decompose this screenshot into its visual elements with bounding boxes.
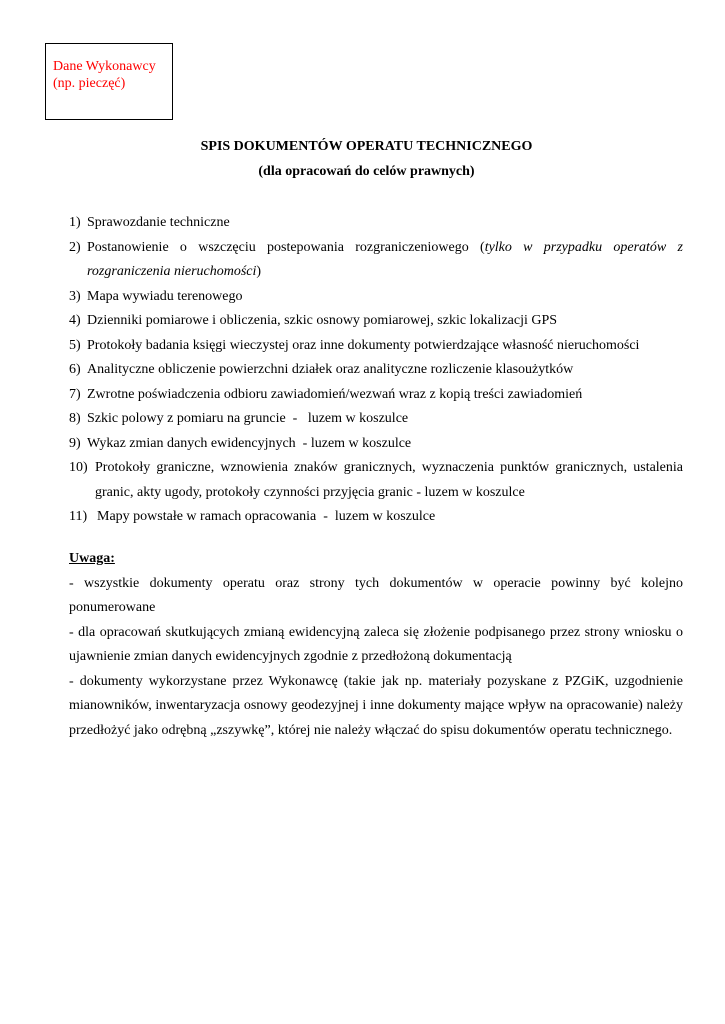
- list-item-number: 8): [69, 411, 81, 426]
- list-item-text: Mapy powstałe w ramach opracowania - luzem w koszulce: [97, 509, 436, 524]
- list-item-text: [87, 236, 683, 285]
- list-item-text: Dzienniki pomiarowe i obliczenia, szkic osnowy pomiarowej, szkic lokalizacji GPS: [87, 313, 558, 328]
- note-paragraph: - dokumenty wykorzystane przez Wykonawcę (takie jak np. materiały pozyskane z PZGiK, uzgodnienie mianowników, inwentaryzacja osnowy geodezyjnej i inne dokumenty mające wpływ na opracowanie) należy przedłożyć jako odrębną „zszywkę”, której nie należy włączać do spisu dokumentów operatu technicznego.: [69, 673, 683, 738]
- list-item: [69, 456, 683, 505]
- document-list: [69, 211, 683, 530]
- note-paragraph: - dla opracowań skutkujących zmianą ewidencyjną zaleca się złożenie podpisanego przez strony wniosku o ujawnienie zmian danych ewidencyjnych zgodnie z przedłożoną dokumentacją: [69, 624, 683, 664]
- stamp-line-1: Dane Wykonawcy: [53, 59, 156, 74]
- notes-heading: Uwaga:: [69, 551, 115, 566]
- list-item-text: Szkic polowy z pomiaru na gruncie - luzem w koszulce: [87, 411, 409, 426]
- document-subtitle: (dla opracowań do celów prawnych): [258, 164, 475, 179]
- document-title: SPIS DOKUMENTÓW OPERATU TECHNICZNEGO: [200, 139, 533, 154]
- list-item: [69, 334, 683, 359]
- list-item-text: Mapa wywiadu terenowego: [87, 288, 243, 304]
- list-item: [69, 309, 683, 334]
- list-item: [69, 432, 683, 457]
- list-item: [69, 383, 683, 408]
- list-item: [69, 211, 683, 236]
- list-item-number: 7): [69, 386, 81, 402]
- list-item-text: Analityczne obliczenie powierzchni działek oraz analityczne rozliczenie klasoużytków: [87, 362, 574, 377]
- list-item-number: 4): [69, 313, 81, 328]
- stamp-line-2: (np. pieczęć): [53, 76, 126, 91]
- list-item-number: 10): [69, 460, 88, 475]
- list-item: [69, 358, 683, 383]
- list-item-text: Sprawozdanie techniczne: [87, 215, 230, 230]
- list-item-number: 11): [69, 509, 88, 524]
- contractor-stamp-box: [45, 43, 173, 120]
- list-item-text-part: ): [256, 264, 262, 279]
- list-item-number: 5): [69, 337, 81, 353]
- list-item: [69, 285, 683, 310]
- notes-section: [69, 547, 683, 743]
- list-item-text: Protokoły badania księgi wieczystej oraz inne dokumenty potwierdzające własność nieruchomości: [87, 337, 640, 353]
- list-item-number: 9): [69, 435, 81, 451]
- list-item-text: Protokoły graniczne, wznowienia znaków granicznych, wyznaczenia punktów granicznych, ustalenia granic, akty ugody, protokoły czynności przyjęcia granic - luzem w koszulce: [95, 460, 683, 500]
- list-item: [69, 407, 683, 432]
- list-item-text: Wykaz zmian danych ewidencyjnych - luzem w koszulce: [87, 435, 412, 451]
- list-item-text-part: Postanowienie o wszczęciu postepowania rozgraniczeniowego (: [87, 239, 485, 255]
- list-item-number: 2): [69, 239, 81, 255]
- list-item: [69, 236, 683, 285]
- list-item-italic-note: tylko w przypadku operatów z rozgraniczenia nieruchomości: [87, 239, 683, 279]
- list-item-text: Zwrotne poświadczenia odbioru zawiadomień/wezwań wraz z kopią treści zawiadomień: [87, 386, 583, 402]
- note-paragraph: - wszystkie dokumenty operatu oraz strony tych dokumentów w operacie powinny być kolejno ponumerowane: [69, 575, 683, 615]
- list-item-number: 6): [69, 362, 81, 377]
- list-item-number: 1): [69, 215, 81, 230]
- list-item-number: 3): [69, 288, 81, 304]
- list-item: [69, 505, 683, 530]
